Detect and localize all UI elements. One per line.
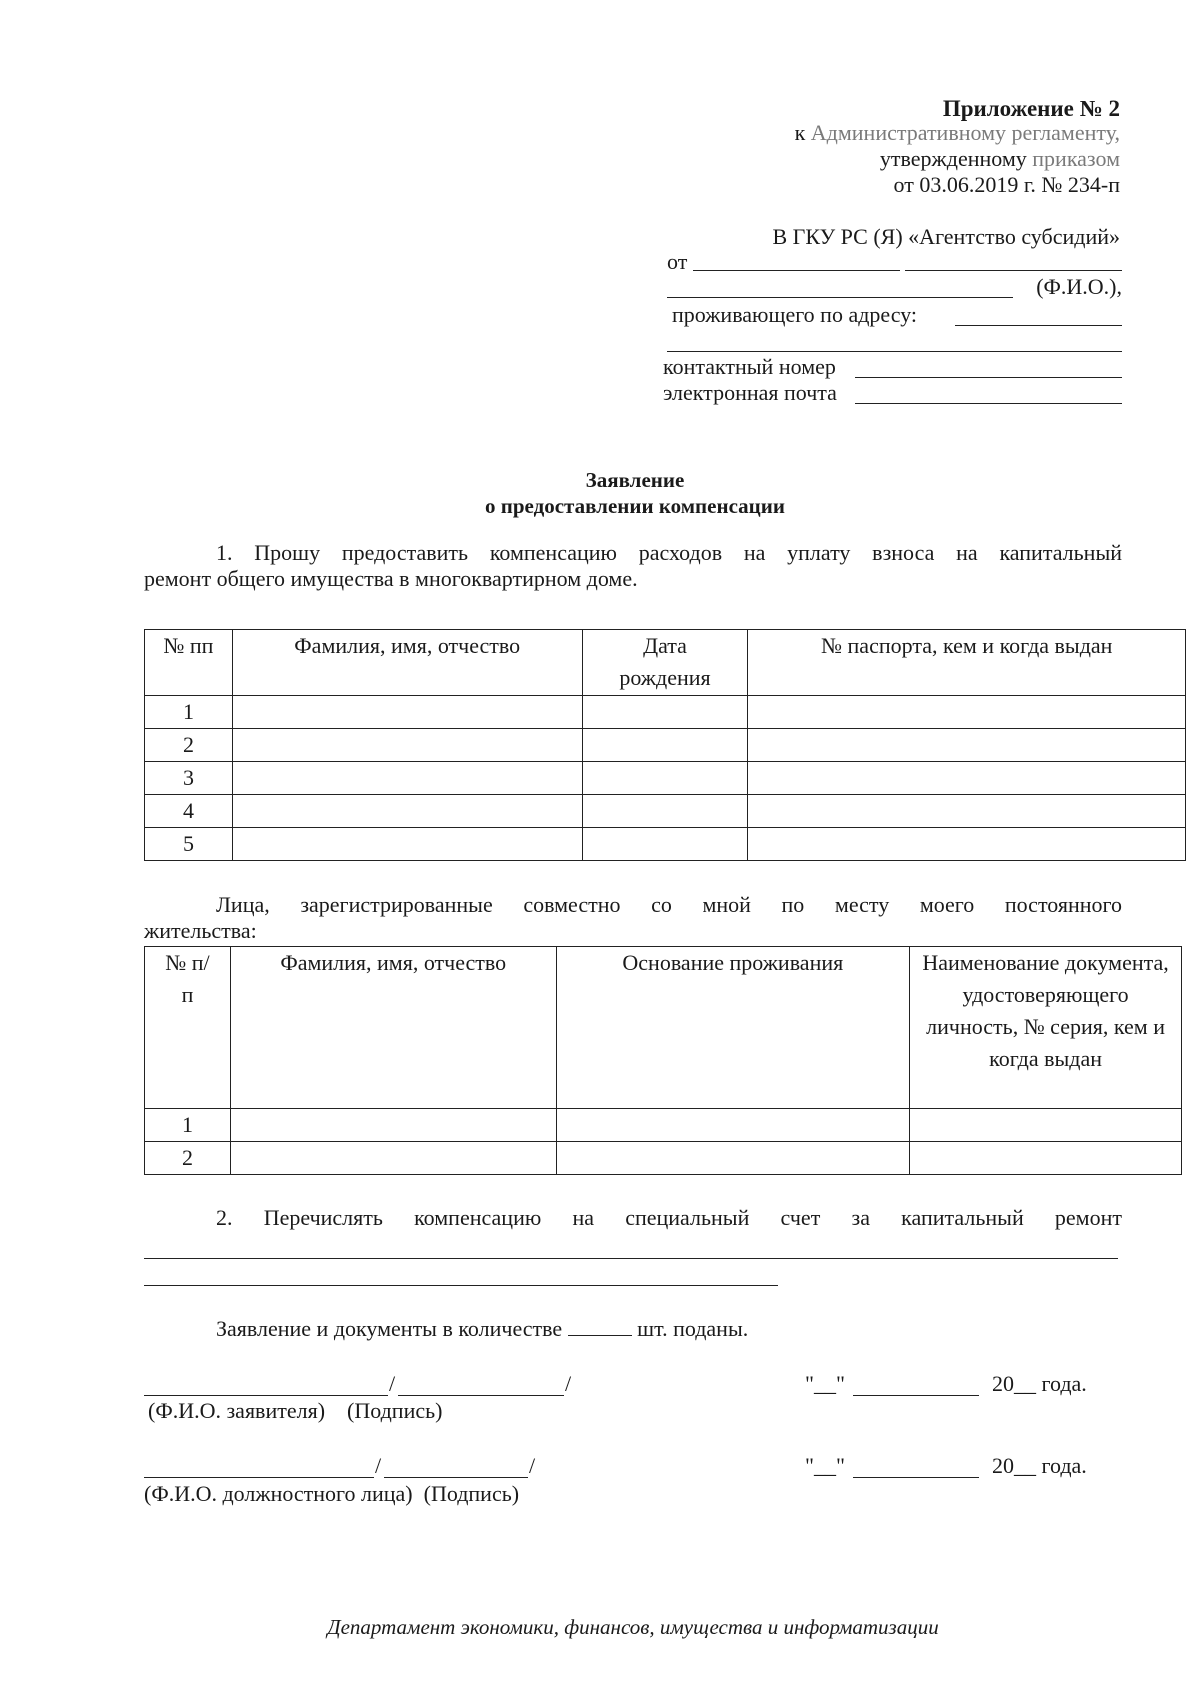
submission-text [216, 1316, 748, 1342]
row-number: 3 [145, 762, 233, 795]
from-line-1 [693, 270, 900, 271]
cell-passport[interactable] [748, 696, 1186, 729]
applicant-caption: (Ф.И.О. заявителя) (Подпись) [148, 1398, 443, 1423]
cell-passport[interactable] [748, 828, 1186, 861]
row-number: 1 [145, 696, 233, 729]
cell-passport[interactable] [748, 795, 1186, 828]
row-number: 2 [145, 1142, 231, 1175]
table-row [145, 828, 1186, 861]
official-sign-line[interactable] [384, 1477, 528, 1478]
col-header-num: № пп [145, 630, 233, 696]
table-header-row [145, 630, 1186, 696]
phone-label: контактный номер [663, 354, 836, 379]
slash-4: / [529, 1453, 536, 1478]
row-number: 2 [145, 729, 233, 762]
cell-fio[interactable] [232, 762, 582, 795]
regulation-link: Административному регламенту, [810, 120, 1120, 145]
appendix-title: Приложение № 2 [942, 96, 1120, 121]
col-header-passport: № паспорта, кем и когда выдан [748, 630, 1186, 696]
approved-text: утвержденному [879, 146, 1033, 171]
cell-fio[interactable] [232, 795, 582, 828]
cell-fio[interactable] [230, 1142, 556, 1175]
submission-after: шт. поданы. [637, 1316, 749, 1341]
fio-line [667, 297, 1013, 298]
address-line-1 [955, 325, 1122, 326]
table-row [145, 795, 1186, 828]
official-month-line[interactable] [853, 1477, 979, 1478]
table-header-row [145, 947, 1182, 1109]
row-number: 1 [145, 1109, 231, 1142]
cell-birthdate[interactable] [582, 696, 748, 729]
address-line-2 [667, 351, 1122, 352]
cell-fio[interactable] [232, 729, 582, 762]
cell-birthdate[interactable] [582, 729, 748, 762]
submission-before: Заявление и документы в количестве [216, 1316, 563, 1341]
fio-label: (Ф.И.О.), [1036, 274, 1122, 299]
email-line [855, 403, 1122, 404]
applicant-date-quote: "__" [805, 1371, 845, 1396]
row-number: 5 [145, 828, 233, 861]
cohabitants-table [144, 946, 1182, 1175]
slash-1: / [389, 1371, 396, 1396]
table-row [145, 762, 1186, 795]
approved-order-link: приказом [1032, 146, 1120, 171]
applicant-sign-line[interactable] [398, 1395, 564, 1396]
applicant-fio-line[interactable] [144, 1395, 388, 1396]
phone-line [855, 377, 1122, 378]
table-row [145, 1142, 1182, 1175]
table-row [145, 729, 1186, 762]
regulation-ref [795, 120, 1120, 146]
email-label: электронная почта [663, 380, 837, 405]
row-number: 4 [145, 795, 233, 828]
approved-line [880, 146, 1120, 172]
cell-fio[interactable] [230, 1109, 556, 1142]
cell-document[interactable] [910, 1142, 1182, 1175]
section2-para: 2. Перечислять компенсацию на специальный счет за капитальный ремонт [216, 1205, 1122, 1230]
cohab-para-line1: Лица, зарегистрированные совместно со мной по месту моего постоянного [216, 892, 1122, 917]
col-header-document: Наименование документа, удостоверяющего личность, № серия, кем и когда выдан [910, 947, 1182, 1109]
doc-title: Заявление [585, 468, 685, 492]
order-date: от 03.06.2019 г. № 234-п [893, 172, 1120, 197]
cohab-para-line2: жительства: [144, 918, 257, 943]
regulation-prefix: к [794, 120, 811, 145]
section1-para-line1: 1. Прошу предоставить компенсацию расходов на уплату взноса на капитальный [216, 540, 1122, 565]
to-agency: В ГКУ РС (Я) «Агентство субсидий» [772, 224, 1120, 249]
from-label: от [667, 249, 688, 274]
cell-birthdate[interactable] [582, 795, 748, 828]
slash-3: / [375, 1453, 382, 1478]
applicant-month-line[interactable] [853, 1395, 979, 1396]
official-date-quote: "__" [805, 1453, 845, 1478]
cell-passport[interactable] [748, 729, 1186, 762]
col-header-fio: Фамилия, имя, отчество [232, 630, 582, 696]
official-caption: (Ф.И.О. должностного лица) (Подпись) [144, 1481, 520, 1506]
table-row [145, 1109, 1182, 1142]
from-line-2 [905, 270, 1122, 271]
cell-basis[interactable] [556, 1109, 910, 1142]
account-line-2[interactable] [144, 1285, 778, 1286]
cell-basis[interactable] [556, 1142, 910, 1175]
count-blank[interactable] [568, 1317, 632, 1336]
footer-department: Департамент экономики, финансов, имущества и информатизации [327, 1615, 939, 1639]
section1-para-line2: ремонт общего имущества в многоквартирном доме. [144, 566, 638, 591]
applicant-date-year: 20__ года. [992, 1371, 1087, 1396]
col-header-birthdate: Дата рождения [582, 630, 748, 696]
table-row [145, 696, 1186, 729]
address-label: проживающего по адресу: [672, 302, 918, 327]
cell-fio[interactable] [232, 696, 582, 729]
account-line-1[interactable] [144, 1258, 1118, 1259]
official-date-year: 20__ года. [992, 1453, 1087, 1478]
col-header-fio: Фамилия, имя, отчество [230, 947, 556, 1109]
col-header-num: № п/п [145, 947, 231, 1109]
official-fio-line[interactable] [144, 1477, 374, 1478]
cell-fio[interactable] [232, 828, 582, 861]
col-header-basis: Основание проживания [556, 947, 910, 1109]
cell-birthdate[interactable] [582, 828, 748, 861]
cell-birthdate[interactable] [582, 762, 748, 795]
slash-2: / [565, 1371, 572, 1396]
applicants-table [144, 629, 1186, 861]
cell-passport[interactable] [748, 762, 1186, 795]
cell-document[interactable] [910, 1109, 1182, 1142]
doc-subtitle: о предоставлении компенсации [485, 494, 785, 518]
